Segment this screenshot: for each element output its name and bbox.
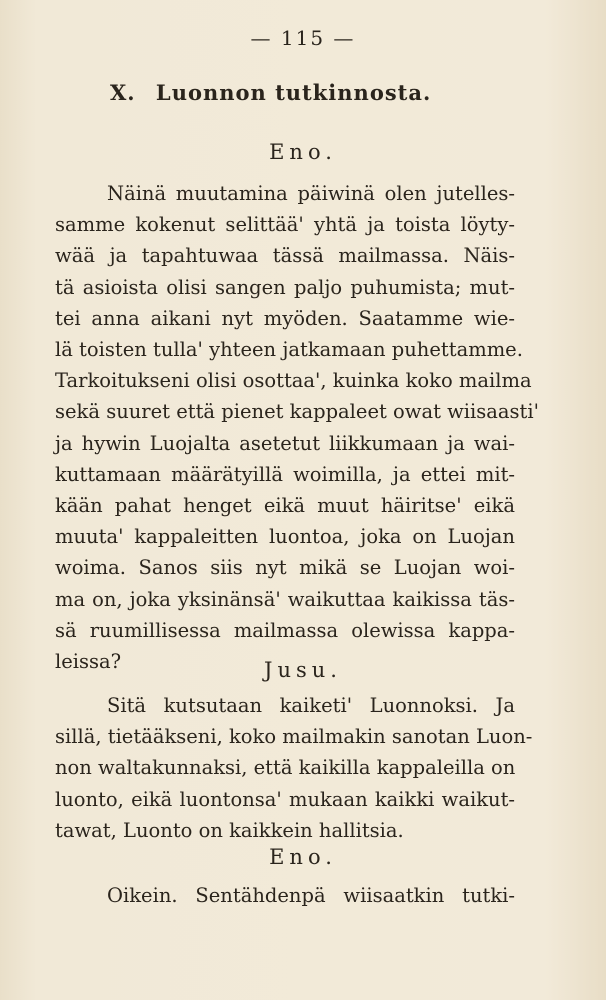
- text-line: Sitä kutsutaan kaiketi' Luonnoksi. Ja: [107, 694, 515, 717]
- chapter-number: X.: [110, 80, 136, 105]
- text-line: muuta' kappaleitten luontoa, joka on Luojan: [55, 525, 515, 549]
- text-line: ja hywin Luojalta asetetut liikkumaan ja wai-: [55, 431, 515, 455]
- page-number: — 115 —: [250, 26, 356, 50]
- text-line: sillä, tietääkseni, koko mailmakin sanotan Luon-: [55, 725, 533, 749]
- text-line: tei anna aikani nyt myöden. Saatamme wie-: [55, 306, 515, 330]
- chapter-heading: [110, 80, 510, 105]
- paragraph: [55, 880, 515, 911]
- text-line: woima. Sanos siis nyt mikä se Luojan woi-: [55, 556, 515, 580]
- text-line: tä asioista olisi sangen paljo puhumista; mut-: [55, 275, 515, 299]
- text-line: Tarkoitukseni olisi osottaa', kuinka koko mailma: [55, 369, 532, 393]
- text-line: sä ruumillisessa mailmassa olewissa kappa-: [55, 618, 515, 642]
- speaker-label: Eno.: [269, 845, 337, 869]
- text-line: non waltakunnaksi, että kaikilla kappaleilla on: [55, 756, 516, 780]
- text-line: kään pahat henget eikä muut häiritse' eikä: [55, 494, 515, 518]
- chapter-title: Luonnon tutkinnosta.: [155, 80, 432, 105]
- text-line: tawat, Luonto on kaikkein hallitsia.: [55, 818, 404, 842]
- text-line: Näinä muutamina päiwinä olen jutelles-: [107, 182, 515, 205]
- text-line: ma on, joka yksinänsä' waikuttaa kaikissa täs-: [55, 587, 515, 611]
- text-line: leissa?: [55, 650, 122, 674]
- text-line: lä toisten tulla' yhteen jatkamaan puhettamme.: [55, 338, 523, 362]
- text-line: luonto, eikä luontonsa' mukaan kaikki waikut-: [55, 787, 515, 811]
- text-line: Oikein. Sentähdenpä wiisaatkin tutki-: [107, 884, 515, 907]
- speaker-label: Jusu.: [264, 658, 342, 682]
- speaker-label: Eno.: [269, 140, 337, 164]
- text-line: wää ja tapahtuwaa tässä mailmassa. Näis-: [55, 244, 515, 268]
- text-line: sekä suuret että pienet kappaleet owat wiisaasti': [55, 400, 539, 424]
- text-line: samme kokenut selittää' yhtä ja toista löyty-: [55, 213, 515, 237]
- paragraph: [55, 178, 539, 677]
- paragraph: [55, 690, 533, 846]
- text-line: kuttamaan määrätyillä woimilla, ja ettei mit-: [55, 462, 515, 486]
